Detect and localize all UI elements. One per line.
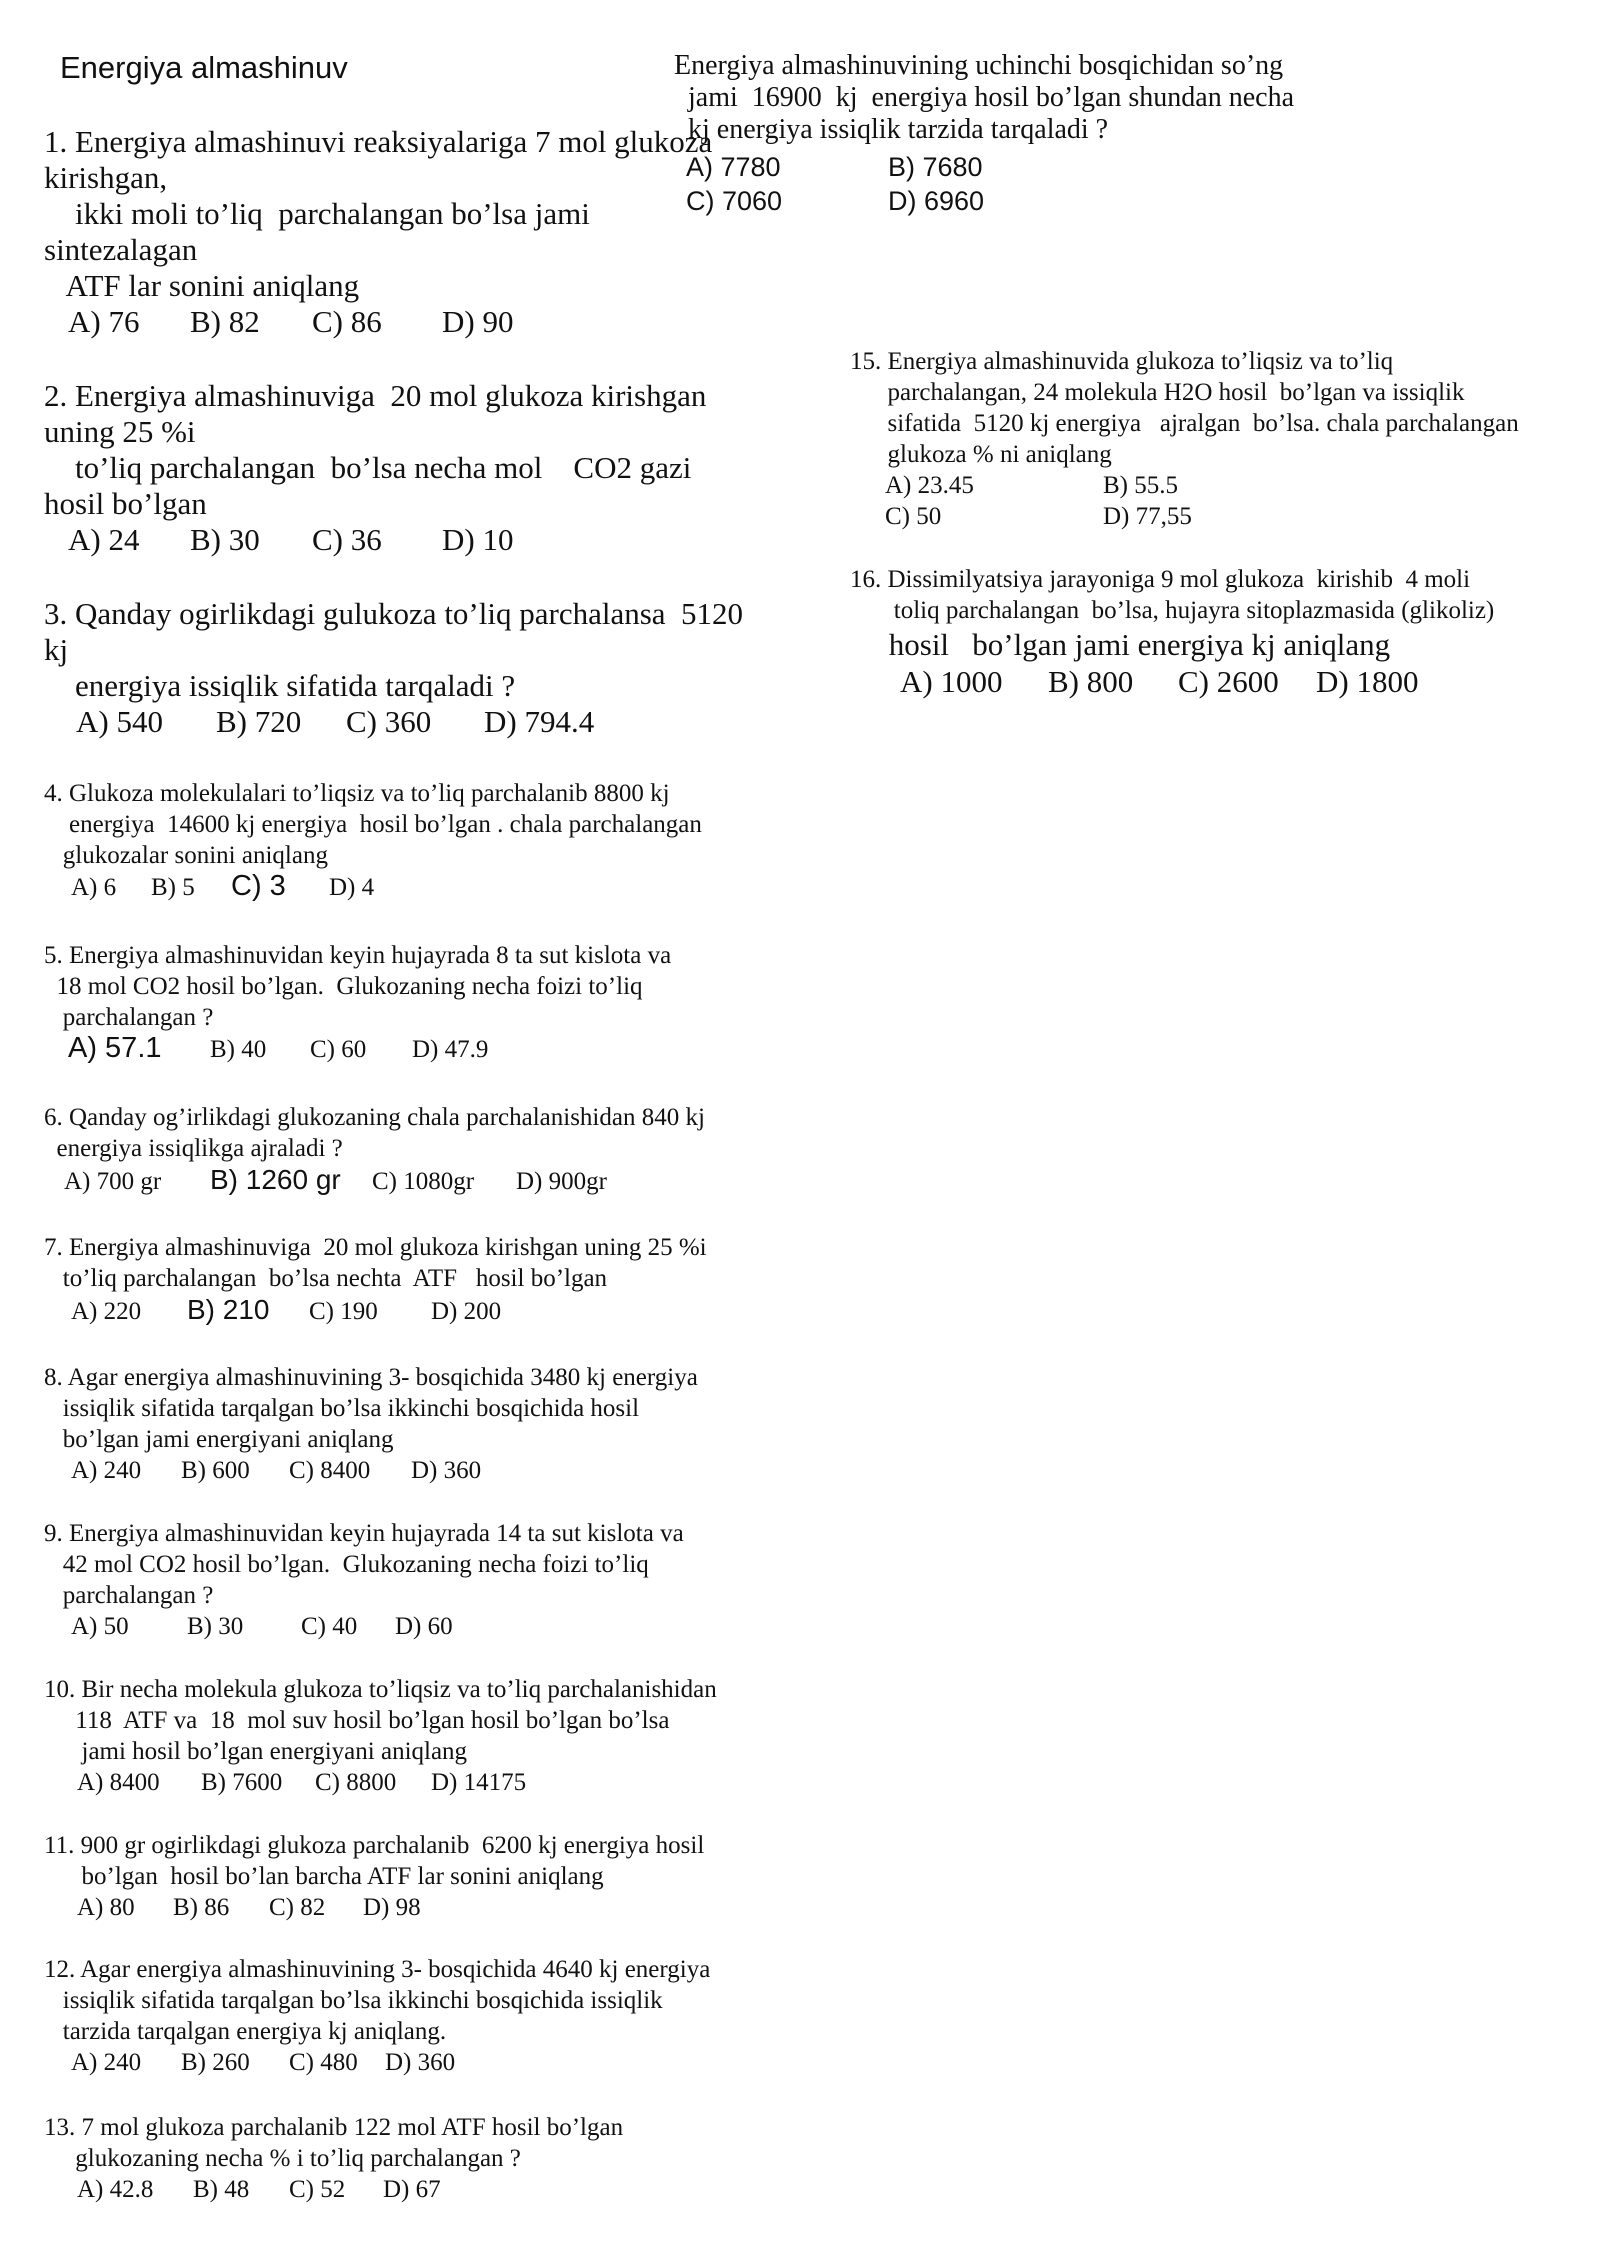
question-line: 5. Energiya almashinuvidan keyin hujayrada 8 ta sut kislota va bbox=[44, 942, 672, 969]
answer-b: B) 86 bbox=[173, 1894, 230, 1921]
question-line: sifatida 5120 kj energiya ajralgan bo’lsa. chala parchalangan bbox=[850, 410, 1519, 437]
question-14-answers bbox=[686, 150, 984, 218]
answer-options bbox=[44, 2174, 623, 2205]
answer-options bbox=[850, 470, 1519, 501]
question-line: tarzida tarqalgan energiya kj aniqlang. bbox=[44, 2018, 447, 2045]
answer-b: B) 210 bbox=[187, 1294, 270, 1325]
answer-a: A) 240 bbox=[71, 1457, 142, 1484]
question-line: 8. Agar energiya almashinuvining 3- bosqichida 3480 kj energiya bbox=[44, 1364, 698, 1391]
question-3 bbox=[44, 596, 743, 740]
question-5 bbox=[44, 940, 671, 1065]
answer-c: C) 40 bbox=[301, 1613, 358, 1640]
answer-d: D) 47.9 bbox=[412, 1036, 489, 1063]
question-line: to’liq parchalangan bo’lsa necha mol CO2 gazi bbox=[44, 450, 692, 485]
answer-a: A) 24 bbox=[68, 522, 140, 557]
answer-d: D) 67 bbox=[383, 2176, 441, 2203]
question-8 bbox=[44, 1362, 698, 1486]
question-line: to’liq parchalangan bo’lsa nechta ATF hosil bo’lgan bbox=[44, 1265, 608, 1292]
answer-options bbox=[44, 1892, 704, 1923]
answer-d: D) 900gr bbox=[516, 1168, 607, 1195]
answer-d: D) 98 bbox=[363, 1894, 421, 1921]
question-line: ikki moli to’liq parchalangan bo’lsa jami bbox=[44, 196, 590, 231]
answer-options bbox=[44, 1611, 684, 1642]
answer-c: C) 86 bbox=[312, 304, 382, 339]
answer-b: B) 48 bbox=[193, 2176, 250, 2203]
question-16 bbox=[850, 564, 1494, 700]
answer-a: A) 50 bbox=[71, 1613, 129, 1640]
answer-a: A) 1000 bbox=[900, 664, 1003, 699]
answer-b: B) 800 bbox=[1048, 664, 1134, 699]
question-14 bbox=[674, 50, 1294, 146]
question-7 bbox=[44, 1232, 707, 1327]
answer-c: C) 50 bbox=[885, 503, 942, 530]
answer-b: B) 55.5 bbox=[1103, 472, 1178, 499]
question-line: hosil bo’lgan bbox=[44, 486, 207, 521]
question-line: 16. Dissimilyatsiya jarayoniga 9 mol glukoza kirishib 4 moli bbox=[850, 566, 1471, 593]
question-4 bbox=[44, 778, 702, 903]
page-title: Energiya almashinuv bbox=[60, 50, 348, 85]
answer-d: D) 60 bbox=[395, 1613, 453, 1640]
answer-b: B) 7600 bbox=[201, 1769, 283, 1796]
question-line: 1. Energiya almashinuvi reaksiyalariga 7 mol glukoza bbox=[44, 124, 713, 159]
question-line: energiya 14600 kj energiya hosil bo’lgan . chala parchalangan bbox=[44, 811, 702, 838]
answer-b: B) 40 bbox=[210, 1036, 267, 1063]
question-line: parchalangan ? bbox=[44, 1582, 214, 1609]
answer-c: C) 190 bbox=[309, 1298, 378, 1325]
question-line: energiya issiqlik sifatida tarqaladi ? bbox=[44, 668, 516, 703]
answer-a: A) 42.8 bbox=[77, 2176, 154, 2203]
answer-d: D) 360 bbox=[411, 1457, 482, 1484]
answer-options bbox=[44, 1164, 705, 1197]
answer-options bbox=[686, 150, 984, 184]
answer-options bbox=[850, 664, 1494, 700]
question-line: kj energiya issiqlik tarzida tarqaladi ? bbox=[674, 114, 1109, 145]
answer-d: D) 1800 bbox=[1316, 664, 1419, 699]
question-line: kirishgan, bbox=[44, 160, 168, 195]
question-line: 18 mol CO2 hosil bo’lgan. Glukozaning necha foizi to’liq bbox=[44, 973, 643, 1000]
answer-b: B) 30 bbox=[190, 522, 260, 557]
answer-c: C) 8400 bbox=[289, 1457, 371, 1484]
answer-options bbox=[44, 1033, 671, 1065]
question-line: 4. Glukoza molekulalari to’liqsiz va to’liq parchalanib 8800 kj bbox=[44, 780, 670, 807]
answer-d: D) 4 bbox=[329, 874, 375, 901]
question-line: parchalangan, 24 molekula H2O hosil bo’lgan va issiqlik bbox=[850, 379, 1465, 406]
question-line: 12. Agar energiya almashinuvining 3- bosqichida 4640 kj energiya bbox=[44, 1956, 711, 1983]
answer-a: A) 540 bbox=[76, 704, 163, 739]
answer-c: C) 60 bbox=[310, 1036, 367, 1063]
question-line: jami 16900 kj energiya hosil bo’lgan shundan necha bbox=[674, 82, 1295, 113]
answer-a: A) 80 bbox=[77, 1894, 135, 1921]
answer-c: C) 3 bbox=[231, 870, 286, 902]
answer-c: C) 360 bbox=[346, 704, 432, 739]
question-line: 42 mol CO2 hosil bo’lgan. Glukozaning necha foizi to’liq bbox=[44, 1551, 649, 1578]
answer-d: D) 90 bbox=[442, 304, 514, 339]
answer-a: A) 8400 bbox=[77, 1769, 160, 1796]
question-10 bbox=[44, 1674, 717, 1798]
question-12 bbox=[44, 1954, 710, 2078]
question-line: issiqlik sifatida tarqalgan bo’lsa ikkinchi bosqichida hosil bbox=[44, 1395, 640, 1422]
question-line: glukozalar sonini aniqlang bbox=[44, 842, 328, 869]
answer-b: B) 1260 gr bbox=[210, 1164, 341, 1195]
question-line: 15. Energiya almashinuvida glukoza to’liqsiz va to’liq bbox=[850, 348, 1394, 375]
answer-c: C) 480 bbox=[289, 2049, 358, 2076]
answer-b: B) 7680 bbox=[888, 152, 983, 182]
answer-c: C) 82 bbox=[269, 1894, 326, 1921]
answer-b: B) 82 bbox=[190, 304, 260, 339]
question-line: bo’lgan hosil bo’lan barcha ATF lar sonini aniqlang bbox=[44, 1863, 604, 1890]
question-line: 2. Energiya almashinuviga 20 mol glukoza kirishgan bbox=[44, 378, 707, 413]
answer-options bbox=[44, 2047, 710, 2078]
question-line: 11. 900 gr ogirlikdagi glukoza parchalanib 6200 kj energiya hosil bbox=[44, 1832, 705, 1859]
answer-d: D) 77,55 bbox=[1103, 503, 1192, 530]
question-line: 3. Qanday ogirlikdagi gulukoza to’liq parchalansa 5120 bbox=[44, 596, 744, 631]
question-line: 6. Qanday og’irlikdagi glukozaning chala parchalanishidan 840 kj bbox=[44, 1104, 705, 1131]
answer-b: B) 260 bbox=[181, 2049, 250, 2076]
answer-d: D) 794.4 bbox=[484, 704, 595, 739]
question-15 bbox=[850, 346, 1519, 532]
answer-options bbox=[44, 522, 706, 558]
answer-options bbox=[44, 1767, 717, 1798]
question-9 bbox=[44, 1518, 684, 1642]
question-11 bbox=[44, 1830, 704, 1923]
question-line: energiya issiqlikga ajraladi ? bbox=[44, 1135, 343, 1162]
answer-a: A) 220 bbox=[71, 1298, 142, 1325]
answer-options bbox=[44, 1455, 698, 1486]
question-13 bbox=[44, 2112, 623, 2205]
answer-c: C) 2600 bbox=[1178, 664, 1279, 699]
answer-d: D) 360 bbox=[385, 2049, 456, 2076]
answer-c: C) 8800 bbox=[315, 1769, 397, 1796]
answer-c: C) 36 bbox=[312, 522, 382, 557]
answer-a: A) 76 bbox=[68, 304, 140, 339]
answer-b: B) 600 bbox=[181, 1457, 250, 1484]
answer-a: A) 700 gr bbox=[64, 1168, 162, 1195]
question-line: jami hosil bo’lgan energiyani aniqlang bbox=[44, 1738, 468, 1765]
answer-options bbox=[850, 501, 1519, 532]
answer-a: A) 23.45 bbox=[885, 472, 974, 499]
answer-b: B) 30 bbox=[187, 1613, 244, 1640]
answer-a: A) 240 bbox=[71, 2049, 142, 2076]
answer-options bbox=[44, 871, 702, 903]
question-line: kj bbox=[44, 632, 69, 667]
question-line: ATF lar sonini aniqlang bbox=[44, 268, 360, 303]
question-line: glukozaning necha % i to’liq parchalangan ? bbox=[44, 2145, 521, 2172]
answer-d: D) 10 bbox=[442, 522, 514, 557]
question-line: 118 ATF va 18 mol suv hosil bo’lgan hosil bo’lgan bo’lsa bbox=[44, 1707, 670, 1734]
question-line: 10. Bir necha molekula glukoza to’liqsiz va to’liq parchalanishidan bbox=[44, 1676, 717, 1703]
answer-c: C) 52 bbox=[289, 2176, 346, 2203]
answer-a: A) 6 bbox=[71, 874, 117, 901]
answer-a: A) 57.1 bbox=[68, 1032, 162, 1064]
question-line: sintezalagan bbox=[44, 232, 198, 267]
answer-options bbox=[44, 1294, 707, 1327]
question-line: issiqlik sifatida tarqalgan bo’lsa ikkinchi bosqichida issiqlik bbox=[44, 1987, 663, 2014]
answer-d: D) 14175 bbox=[431, 1769, 527, 1796]
question-line: 13. 7 mol glukoza parchalanib 122 mol ATF hosil bo’lgan bbox=[44, 2114, 624, 2141]
question-line: bo’lgan jami energiyani aniqlang bbox=[44, 1426, 394, 1453]
question-1 bbox=[44, 124, 712, 340]
answer-d: D) 6960 bbox=[888, 186, 985, 216]
answer-d: D) 200 bbox=[431, 1298, 502, 1325]
answer-options bbox=[44, 304, 712, 340]
question-2 bbox=[44, 378, 706, 558]
question-line: toliq parchalangan bo’lsa, hujayra sitoplazmasida (glikoliz) bbox=[850, 597, 1495, 624]
answer-b: B) 720 bbox=[216, 704, 302, 739]
question-line: parchalangan ? bbox=[44, 1004, 214, 1031]
answer-b: B) 5 bbox=[151, 874, 195, 901]
question-line: 9. Energiya almashinuvidan keyin hujayrada 14 ta sut kislota va bbox=[44, 1520, 684, 1547]
question-6 bbox=[44, 1102, 705, 1197]
answer-options bbox=[686, 184, 984, 218]
question-line: glukoza % ni aniqlang bbox=[850, 441, 1112, 468]
answer-c: C) 7060 bbox=[686, 186, 783, 216]
question-line: hosil bo’lgan jami energiya kj aniqlang bbox=[850, 627, 1391, 662]
answer-a: A) 7780 bbox=[686, 152, 781, 182]
question-line: 7. Energiya almashinuviga 20 mol glukoza kirishgan uning 25 %i bbox=[44, 1234, 707, 1261]
question-line: uning 25 %i bbox=[44, 414, 196, 449]
question-line: Energiya almashinuvining uchinchi bosqichidan so’ng bbox=[674, 50, 1284, 81]
answer-options bbox=[44, 704, 743, 740]
answer-c: C) 1080gr bbox=[372, 1168, 475, 1195]
